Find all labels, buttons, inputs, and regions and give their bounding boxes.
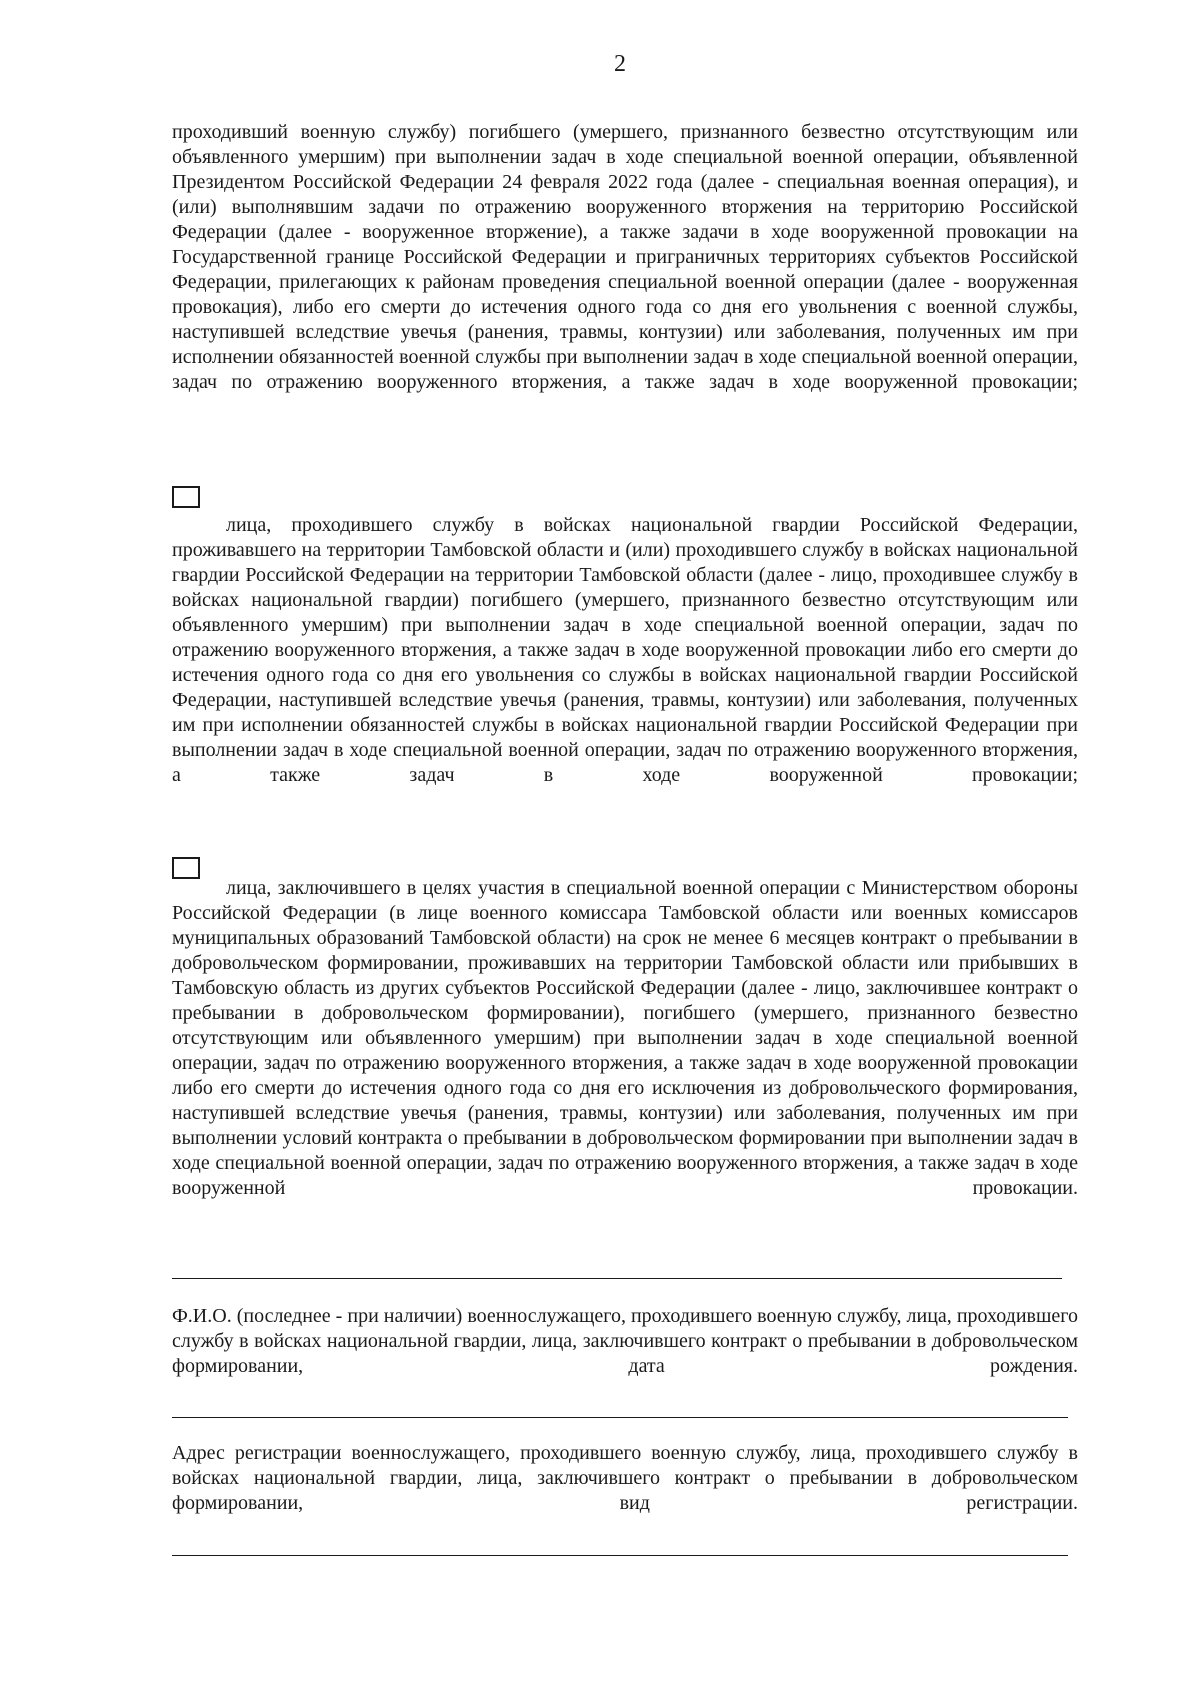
paragraph-volunteer-formation: лица, заключившего в целях участия в специальной военной операции с Министерством обороны Российской Федерации (в лице военного комиссара Тамбовской области или военных комиссаров муниципальных образований Тамбовской области) на срок не менее 6 месяцев контракт о пребывании в добровольческом формировании, проживавших на территории Тамбовской области или прибывших в Тамбовскую область из других субъектов Российской Федерации (далее - лицо, заключившее контракт о пребывании в добровольческом формировании), погибшего (умершего, признанного безвестно отсутствующим или объявленного умершим) при выполнении задач в ходе специальной военной операции, задач по отражению вооруженного вторжения, а также задач в ходе вооруженной провокации либо его смерти до истечения одного года со дня его исключения из добровольческого формирования, наступившей вследствие увечья (ранения, травмы, контузии) или заболевания, полученных им при выполнении условий контракта о пребывании в добровольческом формировании при выполнении задач в ходе специальной военной операции, задач по отражению вооруженного вторжения, а также задач в ходе вооруженной провокации. bbox=[172, 877, 1078, 1199]
paragraph-national-guard: лица, проходившего службу в войсках национальной гвардии Российской Федерации, проживавшего на территории Тамбовской области и (или) проходившего службу в войсках национальной гвардии Российской Федерации на территории Тамбовской области (далее - лицо, проходившее службу в войсках национальной гвардии) погибшего (умершего, признанного безвестно отсутствующим или объявленного умершим) при выполнении задач в ходе специальной военной операции, задач по отражению вооруженного вторжения, а также задач в ходе вооруженной провокации либо его смерти до истечения одного года со дня его увольнения со службы в войсках национальной гвардии Российской Федерации, наступившей вследствие увечья (ранения, травмы, контузии) или заболевания, полученных им при исполнении обязанностей службы в войсках национальной гвардии Российской Федерации при выполнении задач в ходе специальной военной операции, задач по отражению вооруженного вторжения, а также задач в ходе вооруженной провокации; bbox=[172, 514, 1078, 786]
fill-in-line-address[interactable] bbox=[172, 1417, 1068, 1418]
fill-in-line-extra[interactable] bbox=[172, 1555, 1068, 1556]
caption-address: Адрес регистрации военнослужащего, проходившего военную службу, лица, проходившего службу в войсках национальной гвардии, лица, заключившего контракт о пребывании в добровольческом формировании, вид регистрации. bbox=[172, 1442, 1078, 1514]
fill-in-line-fio[interactable] bbox=[172, 1278, 1062, 1279]
checkbox-national-guard[interactable] bbox=[172, 486, 200, 508]
caption-fio: Ф.И.О. (последнее - при наличии) военнослужащего, проходившего военную службу, лица, проходившего службу в войсках национальной гвардии, лица, заключившего контракт о пребывании в добровольческом формировании, дата рождения. bbox=[172, 1305, 1078, 1377]
paragraph-military-service: проходивший военную службу) погибшего (умершего, признанного безвестно отсутствующим или объявленного умершим) при выполнении задач в ходе специальной военной операции, объявленной Президентом Российской Федерации 24 февраля 2022 года (далее - специальная военная операция), и (или) выполнявшим задачи по отражению вооруженного вторжения на территорию Российской Федерации (далее - вооруженное вторжение), а также задачи в ходе вооруженной провокации на Государственной границе Российской Федерации и приграничных территориях субъектов Российской Федерации, прилегающих к районам проведения специальной военной операции (далее - вооруженная провокация), либо его смерти до истечения одного года со дня его увольнения с военной службы, наступившей вследствие увечья (ранения, травмы, контузии) или заболевания, полученных им при исполнении обязанностей военной службы при выполнении задач в ходе специальной военной операции, задач по отражению вооруженного вторжения, а также задач в ходе вооруженной провокации; bbox=[172, 121, 1078, 393]
page-number: 2 bbox=[614, 51, 626, 77]
